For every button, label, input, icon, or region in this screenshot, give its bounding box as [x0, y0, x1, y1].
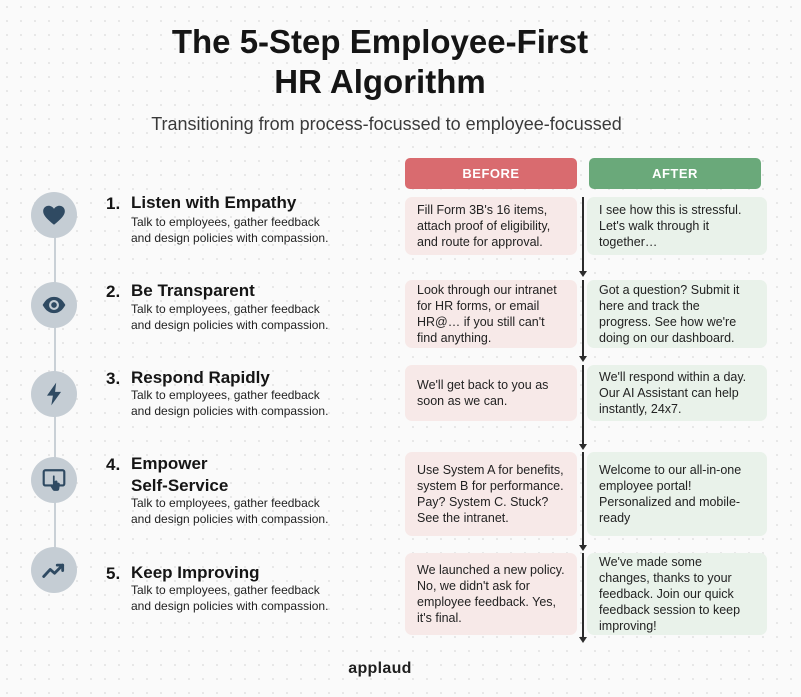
subtitle: Transitioning from process-focussed to employee-focussed [151, 114, 622, 134]
step-4-arrow-line [582, 452, 584, 545]
step-3-arrow-head [579, 444, 587, 450]
step-4-icon-badge [31, 457, 77, 503]
step-1-after-text: I see how this is stressful. Let's walk through it together… [599, 203, 742, 249]
step-2-arrow-line [582, 280, 584, 356]
step-2-number: 2. [106, 282, 121, 301]
before-header: BEFORE [405, 158, 577, 189]
step-4-after-card [587, 452, 767, 536]
step-4-description: Talk to employees, gather feedback and design policies with compassion. [131, 496, 329, 526]
step-2-icon-badge [31, 282, 77, 328]
page-title [0, 22, 760, 102]
step-4-before-card [405, 452, 577, 536]
step-4-before-text: Use System A for benefits, system B for performance. Pay? System C. Stuck? See the intranet. [417, 463, 564, 525]
step-5-after-text: We've made some changes, thanks to your feedback. Join our quick feedback session to keep improving! [599, 555, 741, 633]
step-5-icon-badge [31, 547, 77, 593]
step-1-before-card [405, 197, 577, 255]
step-2-arrow-head [579, 356, 587, 362]
step-3-arrow-line [582, 365, 584, 444]
step-5-arrow-line [582, 553, 584, 637]
step-2-after-text: Got a question? Submit it here and track the progress. See how we're doing on our dashboard. [599, 283, 740, 345]
step-3-before-text: We'll get back to you as soon as we can. [417, 378, 549, 408]
step-1-number: 1. [106, 194, 121, 213]
step-2-before-card [405, 280, 577, 348]
step-3-after-card [587, 365, 767, 421]
heart-icon [41, 202, 67, 228]
step-4-arrow-head [579, 545, 587, 551]
step-1-arrow-head [579, 271, 587, 277]
step-5-before-text: We launched a new policy. No, we didn't ask for employee feedback. Yes, it's final. [417, 563, 565, 625]
step-3-after-text: We'll respond within a day. Our AI Assistant can help instantly, 24x7. [599, 370, 747, 416]
step-1-icon-badge [31, 192, 77, 238]
applaud-logo: applaud [348, 660, 412, 677]
step-2-before-text: Look through our intranet for HR forms, or email HR@… if you still can't find anything. [417, 283, 557, 345]
step-5-before-card [405, 553, 577, 635]
trend-up-icon [41, 557, 67, 583]
step-1-after-card [587, 197, 767, 255]
step-5-description: Talk to employees, gather feedback and design policies with compassion. [131, 583, 329, 613]
step-5-arrow-head [579, 637, 587, 643]
step-3-before-card [405, 365, 577, 421]
step-2-after-card [587, 280, 767, 348]
step-1-title: Listen with Empathy [131, 193, 297, 212]
touchscreen-icon [41, 467, 67, 493]
step-1-description: Talk to employees, gather feedback and design policies with compassion. [131, 215, 329, 245]
step-1-arrow-line [582, 197, 584, 271]
step-3-description: Talk to employees, gather feedback and design policies with compassion. [131, 388, 329, 418]
step-3-title: Respond Rapidly [131, 368, 270, 387]
step-4-after-text: Welcome to our all-in-one employee portal! Personalized and mobile-ready [599, 463, 742, 525]
step-5-title: Keep Improving [131, 563, 260, 582]
step-4-number: 4. [106, 455, 121, 474]
step-5-number: 5. [106, 564, 121, 583]
step-2-title: Be Transparent [131, 281, 255, 300]
step-5-after-card [587, 553, 767, 635]
step-1-before-text: Fill Form 3B's 16 items, attach proof of eligibility, and route for approval. [417, 203, 551, 249]
title-line-2: HR Algorithm [274, 63, 486, 100]
after-header: AFTER [589, 158, 761, 189]
eye-icon [41, 292, 67, 318]
lightning-icon [41, 381, 67, 407]
title-line-1: The 5-Step Employee-First [171, 23, 589, 60]
step-3-number: 3. [106, 369, 121, 388]
step-3-icon-badge [31, 371, 77, 417]
step-4-title: Empower Self-Service [131, 454, 229, 495]
step-2-description: Talk to employees, gather feedback and design policies with compassion. [131, 302, 329, 332]
